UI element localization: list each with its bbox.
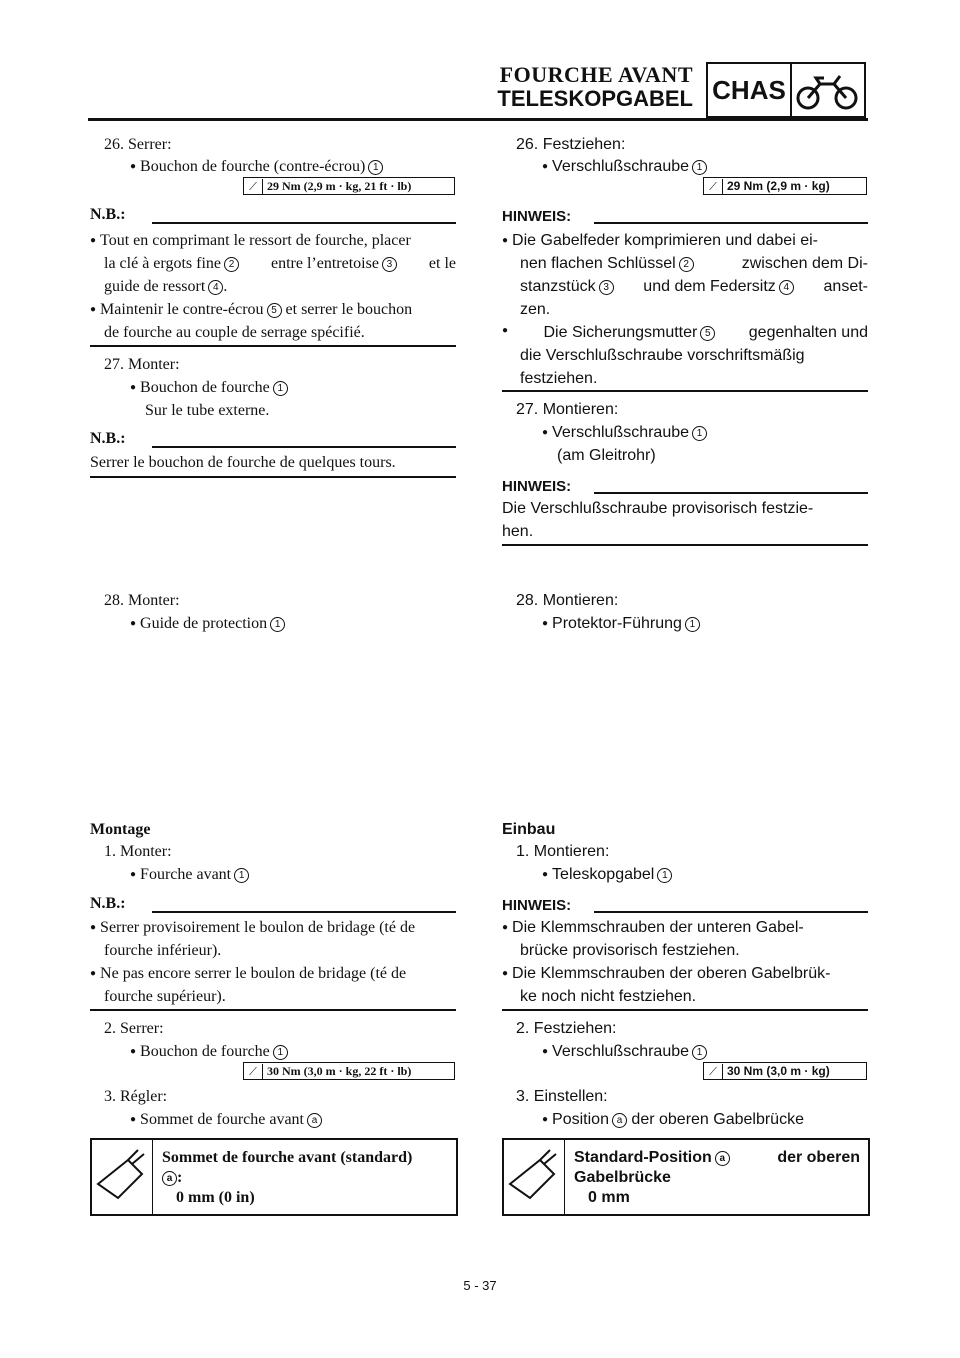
fr-m3-item: ● Sommet de fourche avant a bbox=[130, 1108, 322, 1133]
de-spec-box bbox=[502, 1138, 870, 1216]
de-m3-item: ● Position a der oberen Gabelbrücke bbox=[542, 1108, 804, 1133]
fr-nb1-rule bbox=[152, 222, 456, 224]
marker-1: 1 bbox=[368, 160, 383, 175]
de-step28-item: ● Protektor-Führung 1 bbox=[542, 612, 700, 637]
fr-montage-heading: Montage bbox=[90, 821, 151, 838]
wrench-icon: ⟋ bbox=[244, 179, 263, 195]
de-spec-l1: Standard-Position a der oberen bbox=[574, 1149, 860, 1166]
de-h1-b2-l3: festziehen. bbox=[520, 370, 598, 387]
de-step27-item: ● Verschlußschraube 1 bbox=[542, 421, 707, 446]
fr-nb3-b1-l2: fourche inférieur). bbox=[104, 942, 222, 959]
de-step27-title: 27. Montieren: bbox=[516, 401, 619, 418]
fr-spec-box bbox=[90, 1138, 458, 1216]
de-h1-b2-l2: die Verschlußschraube vorschriftsmäßig bbox=[520, 347, 805, 364]
fr-step27-sub: Sur le tube externe. bbox=[145, 402, 270, 419]
de-h1-rule bbox=[594, 222, 868, 224]
de-step26-item: ● Verschlußschraube 1 bbox=[542, 155, 707, 180]
header-title-de: TELESKOPGABEL bbox=[497, 86, 693, 111]
de-h1-b1-l4: zen. bbox=[520, 301, 551, 318]
de-torque-26: ⟋ 29 Nm (2,9 m · kg) bbox=[703, 177, 867, 195]
de-m2-item: ● Verschlußschraube 1 bbox=[542, 1040, 707, 1065]
fr-m3-title: 3. Régler: bbox=[104, 1088, 168, 1105]
fr-nb3-rule bbox=[152, 911, 456, 913]
fr-m1-item: ● Fourche avant 1 bbox=[130, 863, 249, 888]
de-h2-label: HINWEIS: bbox=[502, 478, 572, 495]
de-step27-sub: (am Gleitrohr) bbox=[557, 447, 656, 464]
de-h1-b2-l1: ● Die Sicherungsmutter 5 gegenhalten und bbox=[502, 321, 868, 344]
fr-m2-title: 2. Serrer: bbox=[104, 1020, 164, 1037]
fr-spec-l3: 0 mm (0 in) bbox=[176, 1189, 255, 1206]
fr-step27-item: ● Bouchon de fourche 1 bbox=[130, 376, 288, 401]
fr-nb1-b2-l2: de fourche au couple de serrage spécifié. bbox=[104, 324, 365, 341]
wrench-icon: ⟋ bbox=[704, 1064, 723, 1080]
fr-torque-26: ⟋ 29 Nm (2,9 m · kg, 21 ft · lb) bbox=[243, 177, 455, 195]
fr-nb2-rule bbox=[152, 446, 456, 448]
de-h1-label: HINWEIS: bbox=[502, 208, 572, 225]
spec-hand-icon bbox=[92, 1140, 153, 1214]
fr-nb1-b2-l1: ● Maintenir le contre-écrou 5 et serrer le bouchon bbox=[90, 298, 456, 323]
header-rule bbox=[88, 118, 868, 121]
fr-step28-item: ● Guide de protection 1 bbox=[130, 612, 285, 637]
fr-nb1-label: N.B.: bbox=[90, 206, 126, 223]
motorcycle-icon bbox=[794, 70, 860, 112]
fr-step26-item: ● Bouchon de fourche (contre-écrou) 1 bbox=[130, 155, 383, 180]
wrench-icon: ⟋ bbox=[244, 1064, 263, 1080]
de-h3-end-rule bbox=[502, 1009, 868, 1011]
fr-step28-title: 28. Monter: bbox=[104, 592, 180, 609]
de-spec-l2: Gabelbrücke bbox=[574, 1169, 671, 1186]
de-einbau-heading: Einbau bbox=[502, 821, 556, 838]
de-h1-b1-l2: nen flachen Schlüssel 2 zwischen dem Di- bbox=[520, 255, 868, 272]
fr-nb2-text: Serrer le bouchon de fourche de quelques tours. bbox=[90, 454, 396, 471]
fr-nb3-end-rule bbox=[90, 1009, 456, 1011]
de-h2-l1: Die Verschlußschraube provisorisch festzie- bbox=[502, 500, 814, 517]
de-step26-title: 26. Festziehen: bbox=[516, 136, 626, 153]
de-h3-b2-l2: ke noch nicht festziehen. bbox=[520, 988, 697, 1005]
fr-torque-m2: ⟋ 30 Nm (3,0 m · kg, 22 ft · lb) bbox=[243, 1062, 455, 1080]
fr-spec-l2: a : bbox=[162, 1168, 448, 1188]
de-h3-b2-l1: ● Die Klemmschrauben der oberen Gabelbrük- bbox=[502, 962, 868, 987]
fr-nb3-b2-l2: fourche supérieur). bbox=[104, 988, 226, 1005]
fr-m1-title: 1. Monter: bbox=[104, 843, 172, 860]
de-m3-title: 3. Einstellen: bbox=[516, 1088, 608, 1105]
fr-nb3-b1-l1: ● Serrer provisoirement le boulon de bridage (té de bbox=[90, 916, 456, 941]
fr-spec-l1: Sommet de fourche avant (standard) bbox=[162, 1149, 413, 1166]
de-h2-end-rule bbox=[502, 544, 868, 546]
fr-m2-item: ● Bouchon de fourche 1 bbox=[130, 1040, 288, 1065]
fr-nb3-label: N.B.: bbox=[90, 895, 126, 912]
de-h3-b1-l1: ● Die Klemmschrauben der unteren Gabel- bbox=[502, 916, 868, 941]
de-h2-rule bbox=[594, 492, 868, 494]
chas-badge bbox=[706, 62, 866, 118]
fr-nb1-b1-l1: ● Tout en comprimant le ressort de fourche, placer bbox=[90, 229, 456, 254]
page-number: 5 - 37 bbox=[463, 1278, 497, 1293]
de-m2-title: 2. Festziehen: bbox=[516, 1020, 617, 1037]
de-h3-rule bbox=[594, 911, 868, 913]
fr-step27-title: 27. Monter: bbox=[104, 356, 180, 373]
fr-nb3-b2-l1: ● Ne pas encore serrer le boulon de bridage (té de bbox=[90, 962, 456, 987]
header-title-fr: FOURCHE AVANT bbox=[499, 62, 693, 87]
chas-label: CHAS bbox=[708, 64, 792, 116]
fr-step26-title: 26. Serrer: bbox=[104, 136, 172, 153]
de-step28-title: 28. Montieren: bbox=[516, 592, 619, 609]
de-m1-title: 1. Montieren: bbox=[516, 843, 610, 860]
de-h3-label: HINWEIS: bbox=[502, 897, 572, 914]
de-h3-b1-l2: brücke provisorisch festziehen. bbox=[520, 942, 740, 959]
fr-nb1-end-rule bbox=[90, 345, 456, 347]
de-h1-b1-l3: stanzstück 3 und dem Federsitz 4 anset- bbox=[520, 278, 868, 295]
wrench-icon: ⟋ bbox=[704, 179, 723, 195]
fr-nb2-end-rule bbox=[90, 476, 456, 478]
de-spec-l3: 0 mm bbox=[588, 1189, 630, 1206]
fr-nb1-b1-l3: guide de ressort 4 . bbox=[104, 278, 228, 295]
fr-nb1-b1-l2: la clé à ergots fine 2 entre l’entretoise 3 et le bbox=[104, 255, 456, 272]
de-torque-m2: ⟋ 30 Nm (3,0 m · kg) bbox=[703, 1062, 867, 1080]
de-h2-l2: hen. bbox=[502, 523, 534, 540]
spec-hand-icon bbox=[504, 1140, 565, 1214]
de-m1-item: ● Teleskopgabel 1 bbox=[542, 863, 672, 888]
de-h1-end-rule bbox=[502, 390, 868, 392]
de-h1-b1-l1: ● Die Gabelfeder komprimieren und dabei ei- bbox=[502, 229, 868, 254]
fr-nb2-label: N.B.: bbox=[90, 430, 126, 447]
